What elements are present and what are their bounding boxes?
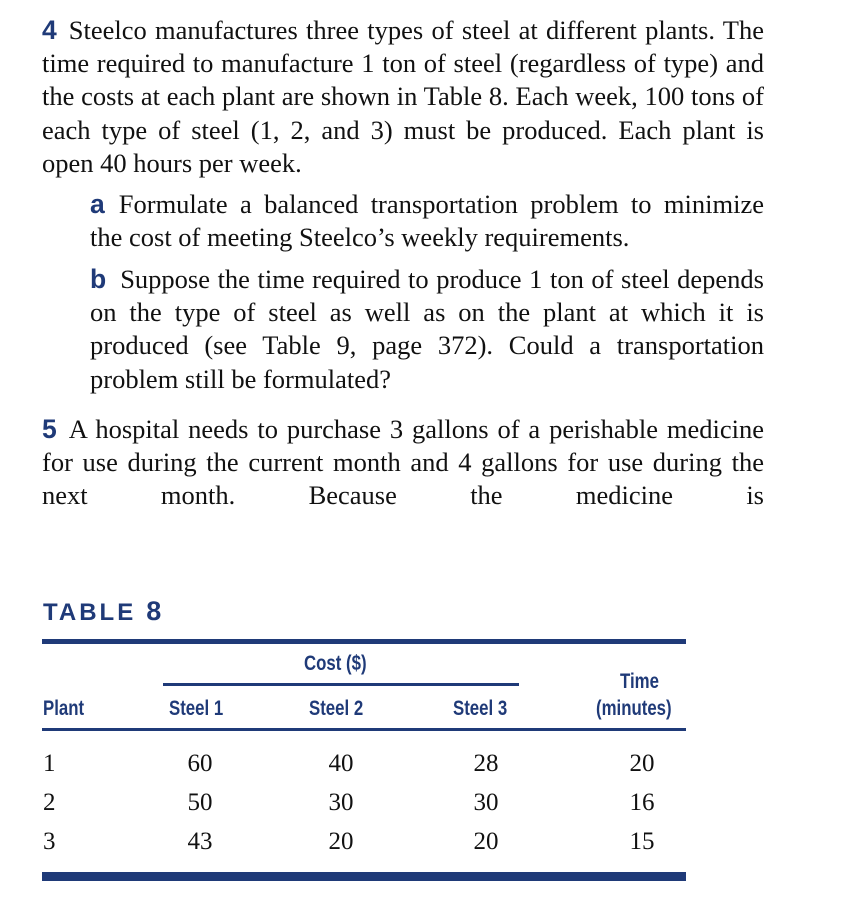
cell-steel1: 43 (187, 828, 213, 855)
cell-steel1: 60 (187, 750, 213, 777)
cell-time: 15 (629, 828, 655, 855)
part-b-letter: b (90, 264, 107, 294)
cell-steel1: 50 (187, 789, 213, 816)
problem-4-text: Steelco manufactures three types of steel at different plants. The time required to manufacture 1 ton of steel (regardless of type) and the costs at each plant are shown in Table 8. Each week, 100 tons of each type of steel (1, 2, and 3) must be produced. Each plant is open 40 hours per week. (42, 15, 764, 178)
col-header-steel1: Steel 1 (169, 697, 224, 720)
col-header-steel2: Steel 2 (309, 697, 364, 720)
part-b-text: Suppose the time required to produce 1 ton of steel depends on the type of steel as well as on the plant at which it is produced (see Table 9, page 372). Could a transportation problem still be formulated? (90, 264, 764, 394)
part-a-letter: a (90, 189, 105, 219)
cell-steel3: 20 (473, 828, 499, 855)
col-header-plant: Plant (43, 697, 85, 720)
table-label: TABLE (43, 599, 137, 626)
problem-5 (42, 413, 764, 513)
problem-5-number: 5 (42, 414, 57, 444)
cell-steel3: 30 (473, 789, 499, 816)
col-header-time-line2: (minutes) (596, 697, 672, 720)
part-a-text: Formulate a balanced transportation problem to minimize the cost of meeting Steelco’s weekly requirements. (90, 189, 764, 253)
problem-4-number: 4 (42, 15, 57, 45)
cell-steel3: 28 (473, 750, 499, 777)
cost-group-header: Cost ($) (304, 652, 367, 675)
table-header-rule (42, 728, 686, 731)
problem-4 (42, 14, 764, 180)
table-title (43, 596, 161, 627)
table-number: 8 (146, 596, 162, 626)
cost-group-rule (163, 683, 519, 686)
cell-steel2: 20 (328, 828, 354, 855)
col-header-steel3: Steel 3 (453, 697, 508, 720)
cell-plant: 1 (43, 750, 56, 777)
cell-steel2: 40 (328, 750, 354, 777)
problem-4-part-a (90, 188, 764, 254)
table-bottom-rule (42, 872, 686, 881)
cell-steel2: 30 (328, 789, 354, 816)
cell-plant: 3 (43, 828, 56, 855)
cell-time: 20 (629, 750, 655, 777)
col-header-time-line1: Time (620, 670, 659, 693)
cell-time: 16 (629, 789, 655, 816)
problem-5-text: A hospital needs to purchase 3 gallons of a perishable medicine for use during the current month and 4 gallons for use during the next month. Because the medicine is (42, 414, 764, 511)
table-top-rule (42, 639, 686, 644)
problem-4-part-b (90, 263, 764, 396)
cell-plant: 2 (43, 789, 56, 816)
